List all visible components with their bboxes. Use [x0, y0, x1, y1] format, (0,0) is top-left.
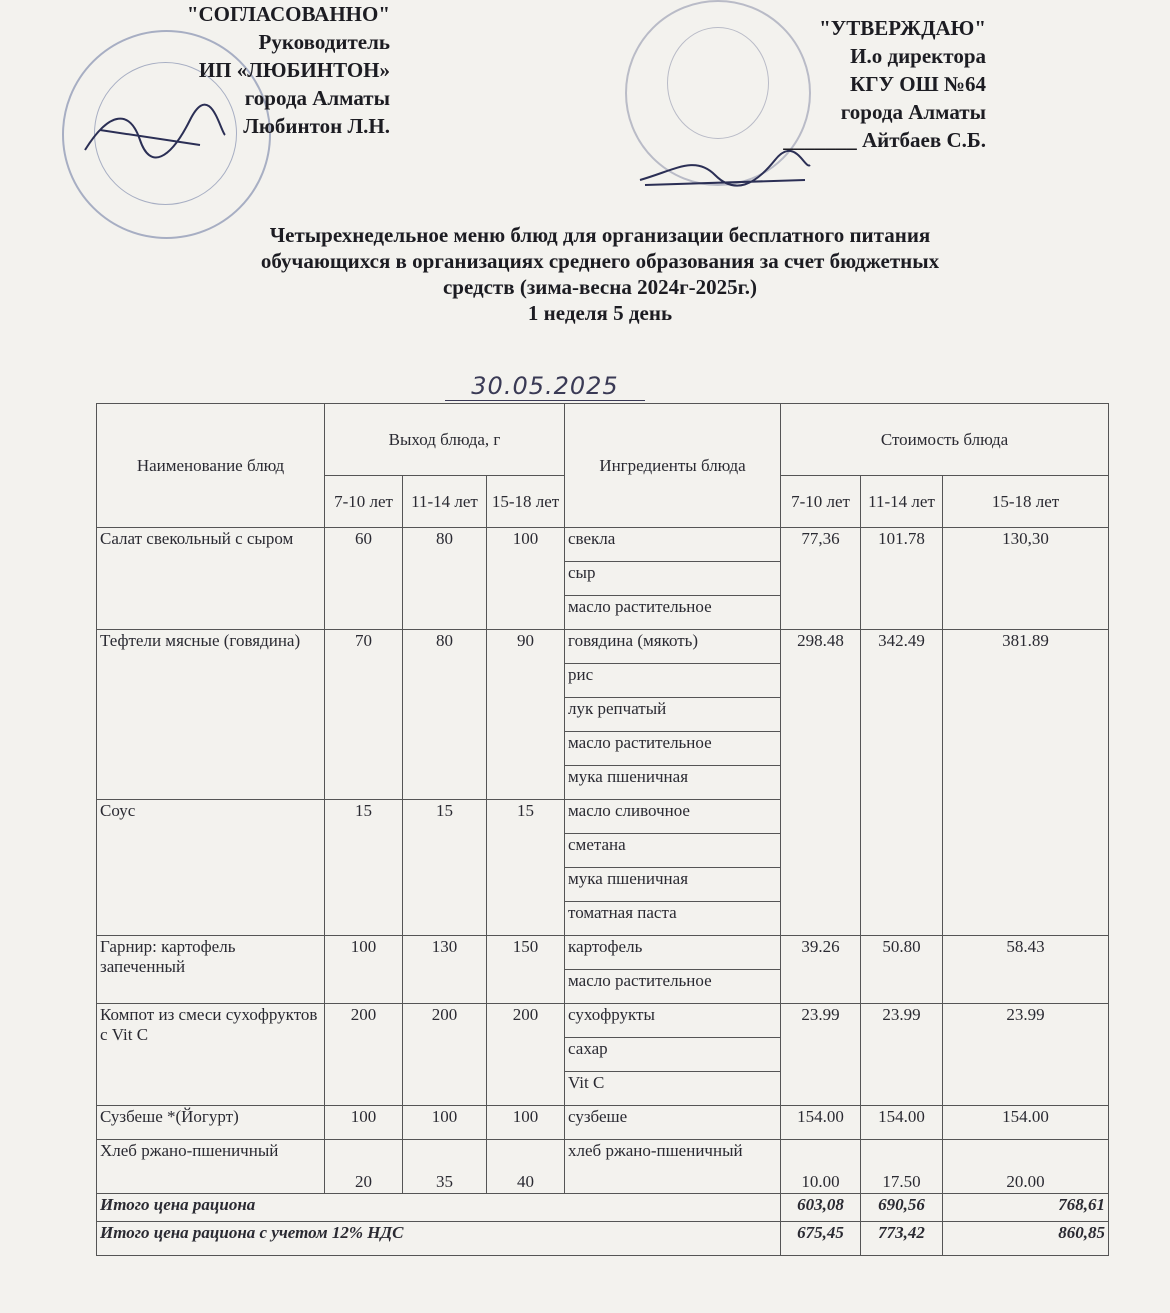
cost-11-14: 154.00: [861, 1106, 943, 1140]
total-cost-15-18: 768,61: [943, 1194, 1109, 1222]
approval-left-line1: Руководитель: [258, 30, 390, 54]
ingredient: говядина (мякоть): [565, 630, 781, 664]
approval-right-label: "УТВЕРЖДАЮ": [819, 16, 986, 40]
header-cost-age-7-10: 7-10 лет: [781, 476, 861, 528]
header-output-age-15-18: 15-18 лет: [487, 476, 565, 528]
title-line2: обучающихся в организациях среднего образования за счет бюджетных: [260, 249, 940, 273]
header-output: Выход блюда, г: [325, 404, 565, 476]
dish-name: Соус: [97, 800, 325, 936]
ingredient: сахар: [565, 1038, 781, 1072]
approval-left-line4: Любинтон Л.Н.: [243, 114, 390, 138]
output-11-14: 15: [403, 800, 487, 936]
approval-right: [700, 14, 986, 154]
approval-right-line2: КГУ ОШ №64: [850, 72, 986, 96]
table-row: [97, 630, 1109, 664]
header-cost-age-15-18: 15-18 лет: [943, 476, 1109, 528]
cost-15-18: 381.89: [943, 630, 1109, 936]
total-row: [97, 1194, 1109, 1222]
header-cost: Стоимость блюда: [781, 404, 1109, 476]
output-11-14: 130: [403, 936, 487, 1004]
table-row: [97, 936, 1109, 970]
table-row: [97, 1106, 1109, 1140]
cost-7-10: 39.26: [781, 936, 861, 1004]
title-line1: Четырехнедельное меню блюд для организации бесплатного питания: [269, 223, 931, 247]
cost-11-14: 50.80: [861, 936, 943, 1004]
ingredient: мука пшеничная: [565, 868, 781, 902]
ingredient: рис: [565, 664, 781, 698]
handwritten-date: 30.05.2025: [445, 372, 645, 401]
output-7-10: 100: [325, 1106, 403, 1140]
signature-right: [635, 150, 815, 195]
total-vat-cost-11-14: 773,42: [861, 1222, 943, 1256]
approval-left: [120, 0, 390, 140]
output-15-18: 15: [487, 800, 565, 936]
cost-15-18: 58.43: [943, 936, 1109, 1004]
dish-name: Компот из смеси сухофруктов с Vit C: [97, 1004, 325, 1106]
ingredient: хлеб ржано-пшеничный: [565, 1140, 781, 1194]
ingredient: сыр: [565, 562, 781, 596]
approval-right-line4: _______ Айтбаев С.Б.: [783, 128, 986, 152]
total-label: Итого цена рациона: [97, 1194, 781, 1222]
title-line4: 1 неделя 5 день: [527, 301, 673, 325]
cost-7-10: 10.00: [781, 1140, 861, 1194]
output-15-18: 150: [487, 936, 565, 1004]
ingredient: Vit C: [565, 1072, 781, 1106]
output-11-14: 80: [403, 528, 487, 630]
ingredient: мука пшеничная: [565, 766, 781, 800]
total-vat-row: [97, 1222, 1109, 1256]
output-7-10: 20: [325, 1140, 403, 1194]
menu-table: [96, 403, 1109, 1256]
approval-left-label: "СОГЛАСОВАННО": [186, 2, 390, 26]
output-11-14: 100: [403, 1106, 487, 1140]
output-15-18: 200: [487, 1004, 565, 1106]
cost-7-10: 23.99: [781, 1004, 861, 1106]
cost-7-10: 298.48: [781, 630, 861, 936]
ingredient: масло растительное: [565, 596, 781, 630]
header-cost-age-11-14: 11-14 лет: [861, 476, 943, 528]
cost-15-18: 20.00: [943, 1140, 1109, 1194]
output-7-10: 100: [325, 936, 403, 1004]
cost-7-10: 154.00: [781, 1106, 861, 1140]
output-7-10: 200: [325, 1004, 403, 1106]
dish-name: Сузбеше *(Йогурт): [97, 1106, 325, 1140]
output-15-18: 40: [487, 1140, 565, 1194]
cost-11-14: 23.99: [861, 1004, 943, 1106]
ingredient: лук репчатый: [565, 698, 781, 732]
dish-name: Гарнир: картофель запеченный: [97, 936, 325, 1004]
cost-15-18: 154.00: [943, 1106, 1109, 1140]
document-title: [100, 222, 1100, 326]
total-cost-11-14: 690,56: [861, 1194, 943, 1222]
output-7-10: 60: [325, 528, 403, 630]
cost-11-14: 342.49: [861, 630, 943, 936]
total-vat-cost-7-10: 675,45: [781, 1222, 861, 1256]
output-15-18: 90: [487, 630, 565, 800]
table-row: [97, 1140, 1109, 1194]
approval-left-line3: города Алматы: [244, 86, 390, 110]
ingredient: томатная паста: [565, 902, 781, 936]
output-11-14: 35: [403, 1140, 487, 1194]
cost-7-10: 77,36: [781, 528, 861, 630]
header-dish-name: Наименование блюд: [97, 404, 325, 528]
ingredient: картофель: [565, 936, 781, 970]
ingredient: масло растительное: [565, 970, 781, 1004]
table-row: [97, 1004, 1109, 1038]
total-vat-label: Итого цена рациона с учетом 12% НДС: [97, 1222, 781, 1256]
approval-right-line1: И.о директора: [850, 44, 986, 68]
output-11-14: 200: [403, 1004, 487, 1106]
ingredient: сметана: [565, 834, 781, 868]
dish-name: Тефтели мясные (говядина): [97, 630, 325, 800]
ingredient: сузбеше: [565, 1106, 781, 1140]
header-output-age-11-14: 11-14 лет: [403, 476, 487, 528]
approval-right-line3: города Алматы: [840, 100, 986, 124]
cost-15-18: 130,30: [943, 528, 1109, 630]
output-15-18: 100: [487, 528, 565, 630]
output-15-18: 100: [487, 1106, 565, 1140]
output-11-14: 80: [403, 630, 487, 800]
dish-name: Салат свекольный с сыром: [97, 528, 325, 630]
title-line3: средств (зима-весна 2024г-2025г.): [442, 275, 758, 299]
output-7-10: 70: [325, 630, 403, 800]
total-cost-7-10: 603,08: [781, 1194, 861, 1222]
header-ingredients: Ингредиенты блюда: [565, 404, 781, 528]
cost-11-14: 101.78: [861, 528, 943, 630]
header-output-age-7-10: 7-10 лет: [325, 476, 403, 528]
ingredient: масло сливочное: [565, 800, 781, 834]
total-vat-cost-15-18: 860,85: [943, 1222, 1109, 1256]
approval-left-line2: ИП «ЛЮБИНТОН»: [198, 58, 390, 82]
ingredient: масло растительное: [565, 732, 781, 766]
cost-11-14: 17.50: [861, 1140, 943, 1194]
table-row: [97, 528, 1109, 562]
dish-name: Хлеб ржано-пшеничный: [97, 1140, 325, 1194]
ingredient: сухофрукты: [565, 1004, 781, 1038]
ingredient: свекла: [565, 528, 781, 562]
output-7-10: 15: [325, 800, 403, 936]
cost-15-18: 23.99: [943, 1004, 1109, 1106]
